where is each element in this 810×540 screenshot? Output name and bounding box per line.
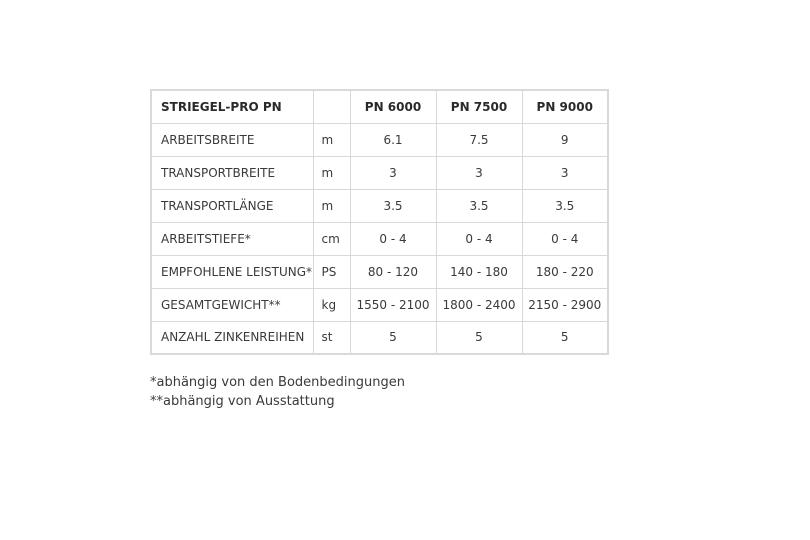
row-unit: st [313,321,350,354]
value-cell: 0 - 4 [436,222,522,255]
value-cell: 5 [522,321,608,354]
row-unit: m [313,189,350,222]
value-cell: 1550 - 2100 [350,288,436,321]
value-cell: 7.5 [436,123,522,156]
value-cell: 3.5 [350,189,436,222]
value-cell: 5 [436,321,522,354]
table-row [151,189,608,222]
value-cell: 2150 - 2900 [522,288,608,321]
value-cell: 3.5 [436,189,522,222]
table-row [151,288,608,321]
table-header-row [151,90,608,123]
value-cell: 180 - 220 [522,255,608,288]
row-unit: PS [313,255,350,288]
value-cell: 9 [522,123,608,156]
row-label: ARBEITSTIEFE* [151,222,313,255]
value-cell: 3 [350,156,436,189]
model-header-pn7500: PN 7500 [436,90,522,123]
model-header-pn9000: PN 9000 [522,90,608,123]
value-cell: 6.1 [350,123,436,156]
table-row [151,156,608,189]
value-cell: 5 [350,321,436,354]
row-label: TRANSPORTLÄNGE [151,189,313,222]
row-unit: m [313,156,350,189]
table-row [151,321,608,354]
value-cell: 3 [436,156,522,189]
value-cell: 0 - 4 [350,222,436,255]
value-cell: 140 - 180 [436,255,522,288]
row-label: ARBEITSBREITE [151,123,313,156]
value-cell: 80 - 120 [350,255,436,288]
spec-table [150,89,609,355]
row-label: GESAMTGEWICHT** [151,288,313,321]
value-cell: 3.5 [522,189,608,222]
footnote-equipment: **abhängig von Ausstattung [150,394,335,409]
unit-header-cell [313,90,350,123]
row-label: TRANSPORTBREITE [151,156,313,189]
value-cell: 0 - 4 [522,222,608,255]
table-row [151,222,608,255]
row-unit: m [313,123,350,156]
table-row [151,255,608,288]
table-row [151,123,608,156]
value-cell: 3 [522,156,608,189]
table-title-cell: STRIEGEL-PRO PN [151,90,313,123]
row-label: EMPFOHLENE LEISTUNG* [151,255,313,288]
row-unit: cm [313,222,350,255]
footnote-soil-conditions: *abhängig von den Bodenbedingungen [150,375,405,390]
row-unit: kg [313,288,350,321]
model-header-pn6000: PN 6000 [350,90,436,123]
footnotes [150,373,405,411]
value-cell: 1800 - 2400 [436,288,522,321]
row-label: ANZAHL ZINKENREIHEN [151,321,313,354]
